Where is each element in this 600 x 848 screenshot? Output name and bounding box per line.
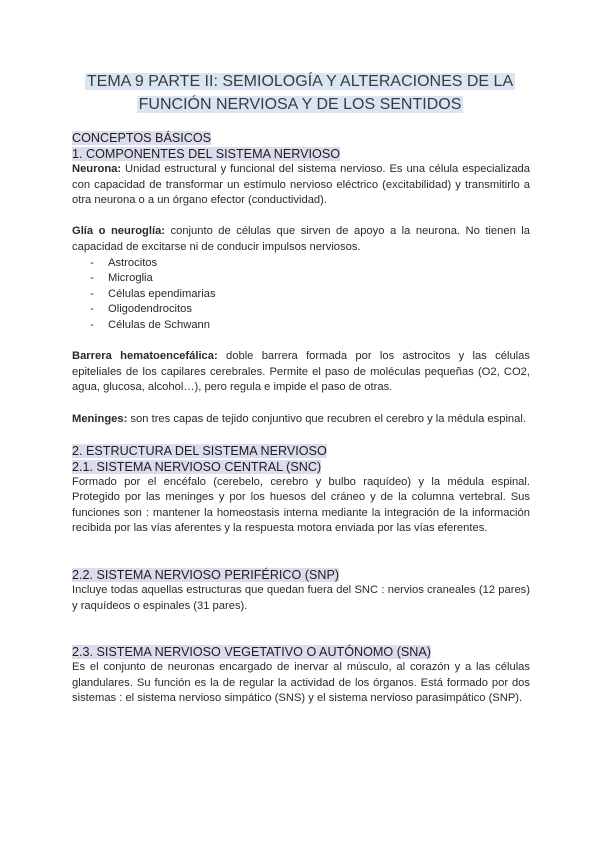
text-glia: conjunto de células que sirven de apoyo a la neurona. No tienen la capacidad de excitarse ni de conducir impulsos nerviosos. xyxy=(72,225,530,253)
paragraph-meninges xyxy=(72,412,530,428)
text-barrera: doble barrera formada por los astrocitos y las células epiteliales de los capilares cerebrales. Permite el paso de moléculas pequeñas (O2, CO2, agua, glucosa, alcohol…), pero regula e impide el paso de otras. xyxy=(72,350,530,394)
paragraph-barrera xyxy=(72,349,530,396)
text-neurona: Unidad estructural y funcional del sistema nervioso. Es una célula especializada con capacidad de transformar un estímulo nervioso eléctrico (excitabilidad) y transmitirlo a otra neurona o a un órgano efector (conductividad). xyxy=(72,163,530,207)
document-body xyxy=(72,130,530,707)
list-item: - Astrocitos xyxy=(90,256,530,272)
paragraph-neurona xyxy=(72,162,530,209)
paragraph-glia xyxy=(72,224,530,255)
paragraph-sna: Es el conjunto de neuronas encargado de inervar al músculo, al corazón y a las células glandulares. Su función es la de regular la actividad de los órganos. Está formado por dos sistemas : el sistema nervioso simpático (SNS) y el sistema nervioso parasimpático (SNP). xyxy=(72,661,530,705)
title-line-1: TEMA 9 PARTE II: SEMIOLOGÍA Y ALTERACIONES DE LA xyxy=(86,73,514,90)
term-neurona: Neurona: xyxy=(72,163,122,175)
heading-conceptos-basicos: CONCEPTOS BÁSICOS xyxy=(72,131,212,145)
term-glia: Glía o neuroglía: xyxy=(72,225,166,238)
heading-componentes: 1. COMPONENTES DEL SISTEMA NERVIOSO xyxy=(72,147,341,161)
list-item: - Células ependimarias xyxy=(90,287,530,303)
glia-list xyxy=(72,256,530,334)
term-meninges: Meninges: xyxy=(72,412,128,425)
heading-snc: 2.1. SISTEMA NERVIOSO CENTRAL (SNC) xyxy=(72,459,322,474)
document-title xyxy=(0,70,600,116)
list-item: - Células de Schwann xyxy=(90,318,530,334)
paragraph-snc: Formado por el encéfalo (cerebelo, cerebro y bulbo raquídeo) y la médula espinal. Protegido por las meninges y por los huesos del cráneo y de la columna vertebral. Sus funciones son : mantener la homeostasis interna mediante la integración de la información recibida por las vías aferentes y la respuesta motora enviada por las vías eferentes. xyxy=(72,475,530,535)
title-line-2: FUNCIÓN NERVIOSA Y DE LOS SENTIDOS xyxy=(138,96,462,113)
paragraph-snp: Incluye todas aquellas estructuras que quedan fuera del SNC : nervios craneales (12 pares) y raquídeos o espinales (31 pares). xyxy=(72,584,530,612)
text-meninges: son tres capas de tejido conjuntivo que recubren el cerebro y la médula espinal. xyxy=(127,412,526,425)
list-item: - Oligodendrocitos xyxy=(90,302,530,318)
list-item: - Microglia xyxy=(90,271,530,287)
heading-sna: 2.3. SISTEMA NERVIOSO VEGETATIVO O AUTÓNOMO (SNA) xyxy=(72,645,431,660)
term-barrera: Barrera hematoencefálica: xyxy=(72,350,218,363)
heading-estructura: 2. ESTRUCTURA DEL SISTEMA NERVIOSO xyxy=(72,443,327,458)
heading-snp: 2.2. SISTEMA NERVIOSO PERIFÉRICO (SNP) xyxy=(72,568,340,583)
